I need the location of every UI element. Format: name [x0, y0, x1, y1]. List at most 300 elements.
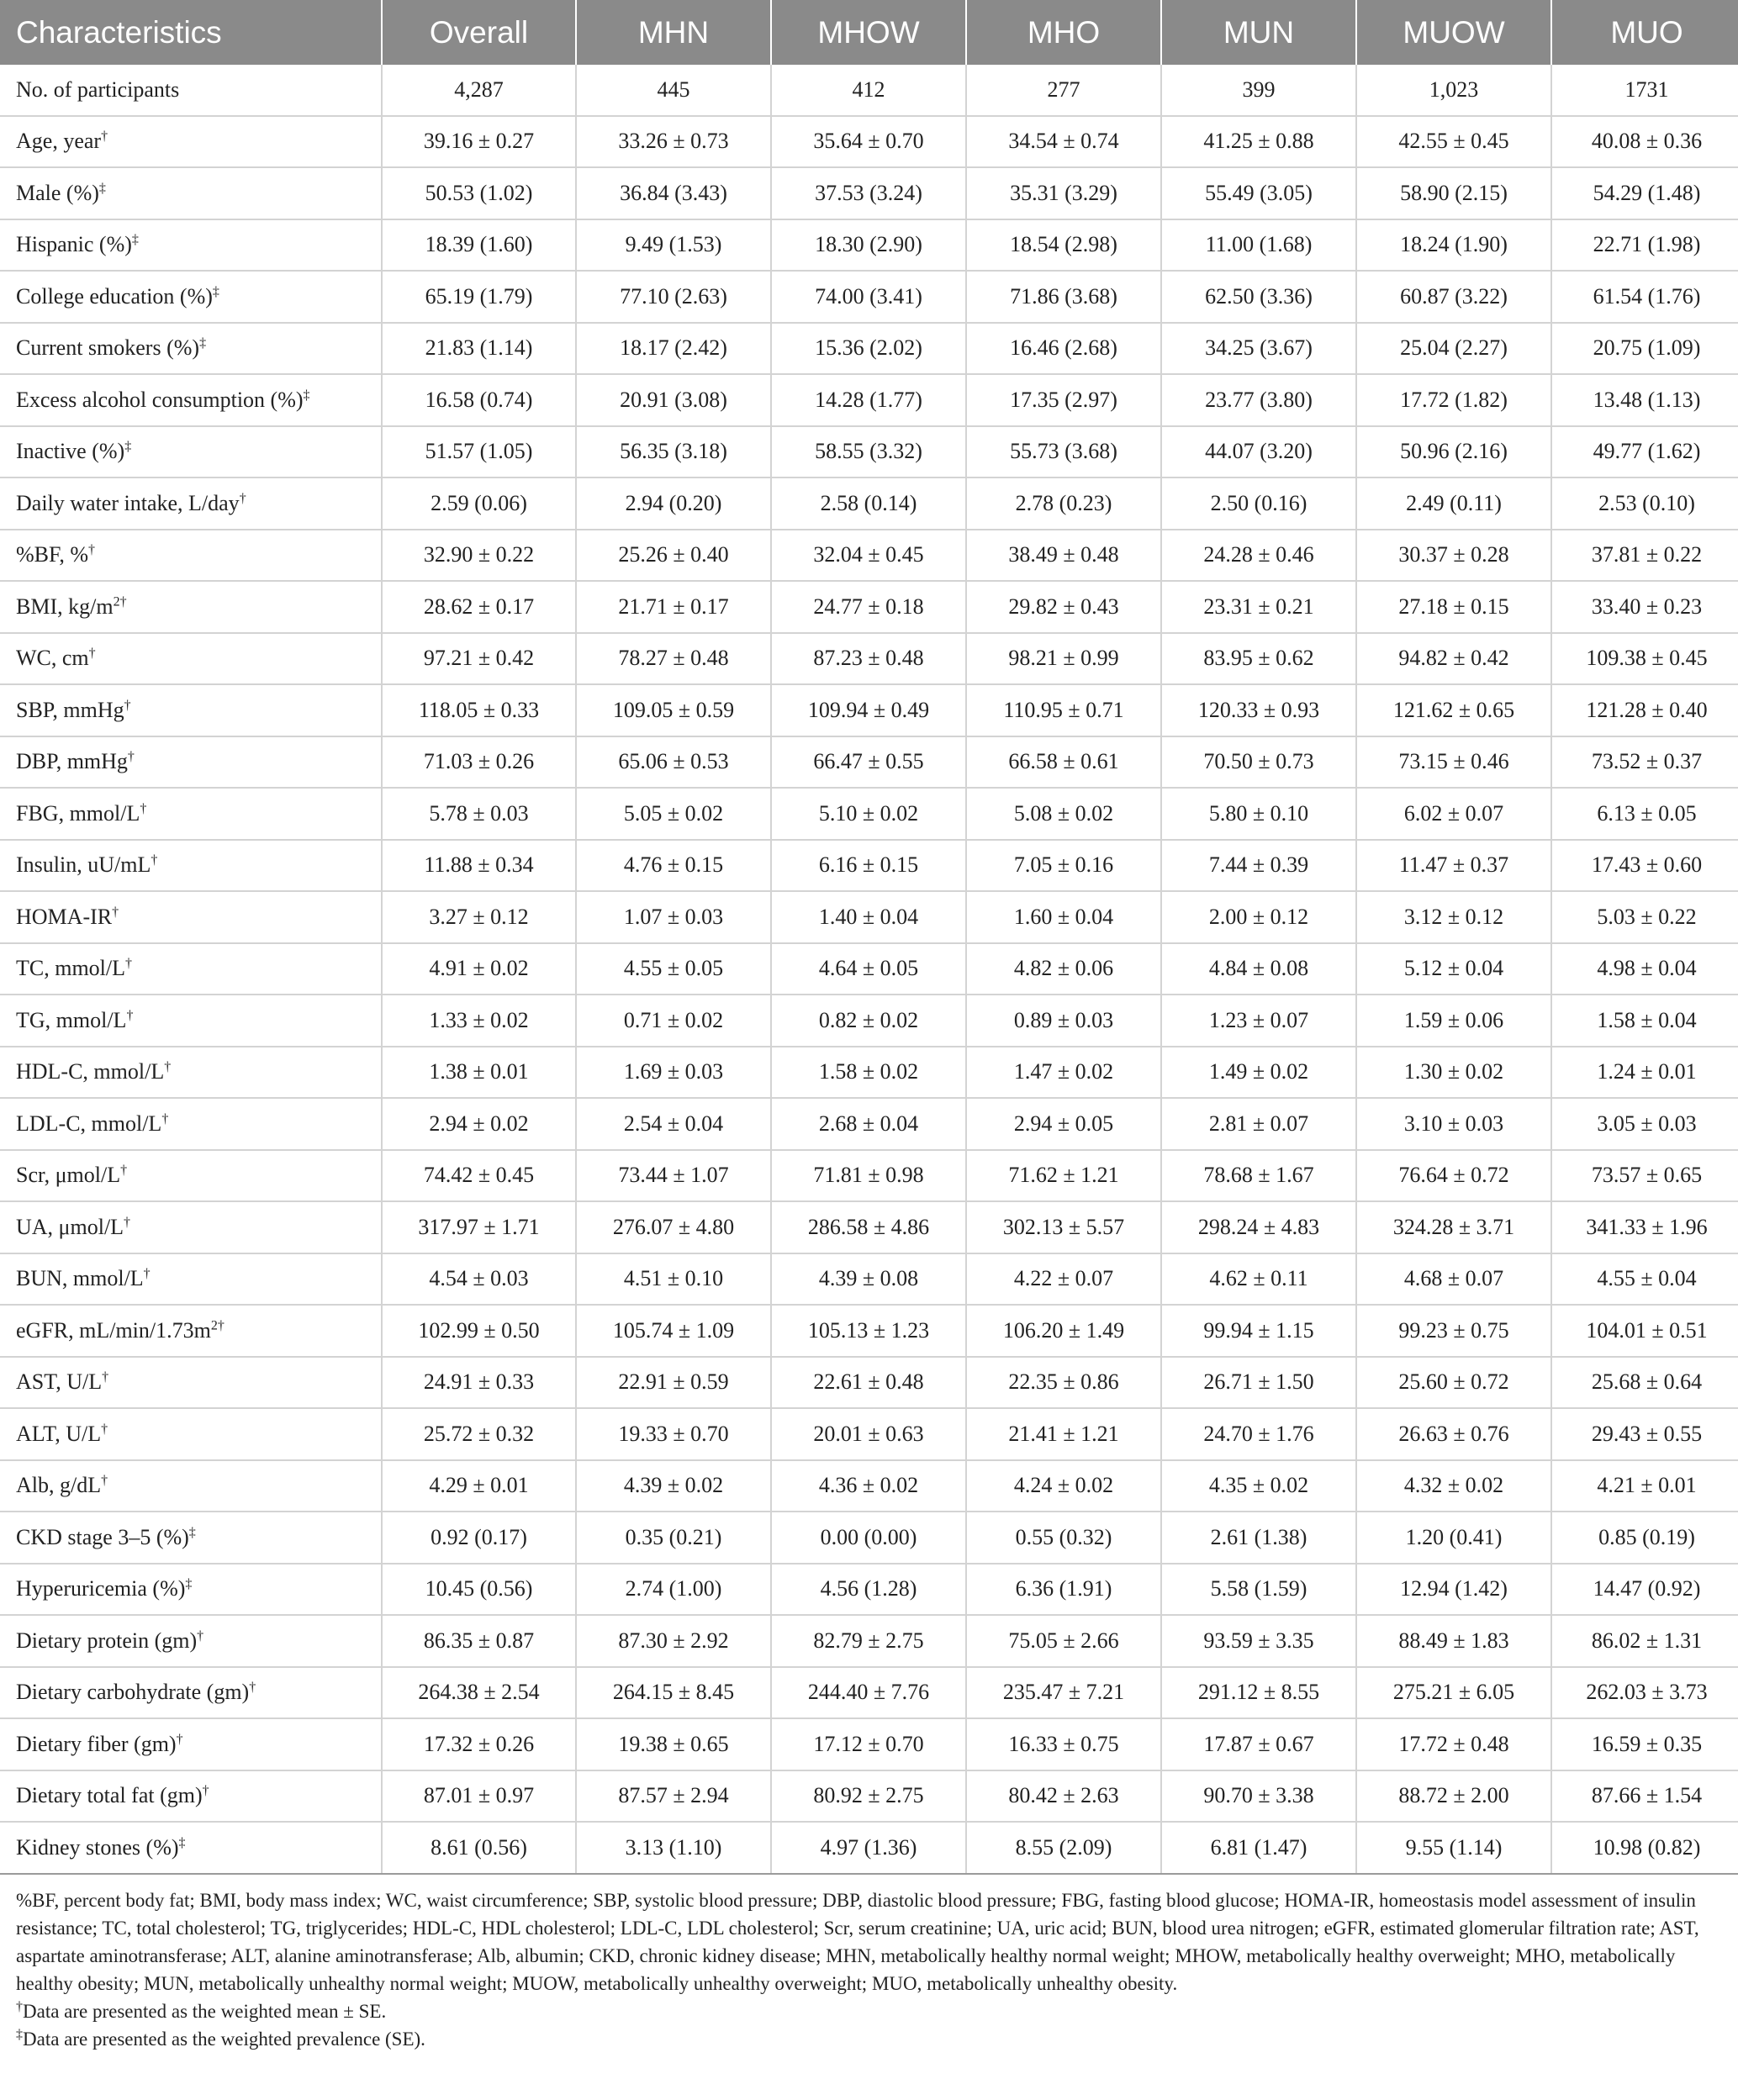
table-cell: 32.90 ± 0.22	[382, 530, 576, 582]
table-cell: 0.82 ± 0.02	[771, 995, 966, 1047]
header-mho: MHO	[966, 0, 1161, 65]
double-dagger-symbol: ‡	[16, 2026, 23, 2041]
table-cell: 4.21 ± 0.01	[1551, 1460, 1738, 1512]
row-label-text: HDL-C, mmol/L	[16, 1059, 165, 1084]
row-label-text: WC, cm	[16, 646, 89, 671]
table-cell: 4.51 ± 0.10	[576, 1253, 771, 1306]
row-label-footnote-marker: †	[197, 1628, 204, 1644]
table-cell: 86.02 ± 1.31	[1551, 1615, 1738, 1667]
table-cell: 88.72 ± 2.00	[1356, 1770, 1551, 1823]
header-muow: MUOW	[1356, 0, 1551, 65]
table-cell: 4.68 ± 0.07	[1356, 1253, 1551, 1306]
table-cell: 2.94 ± 0.05	[966, 1098, 1161, 1150]
table-cell: 4.62 ± 0.11	[1161, 1253, 1356, 1306]
table-cell: 1.58 ± 0.02	[771, 1047, 966, 1099]
table-cell: 1.69 ± 0.03	[576, 1047, 771, 1099]
table-cell: 286.58 ± 4.86	[771, 1201, 966, 1253]
table-cell: 109.94 ± 0.49	[771, 684, 966, 736]
table-cell: 8.55 (2.09)	[966, 1822, 1161, 1874]
table-cell: 16.58 (0.74)	[382, 374, 576, 426]
table-cell: 9.55 (1.14)	[1356, 1822, 1551, 1874]
table-cell: 4.32 ± 0.02	[1356, 1460, 1551, 1512]
table-cell: 5.12 ± 0.04	[1356, 943, 1551, 995]
row-label-text: BUN, mmol/L	[16, 1266, 144, 1291]
table-cell: 264.38 ± 2.54	[382, 1667, 576, 1719]
table-cell: 90.70 ± 3.38	[1161, 1770, 1356, 1823]
table-cell: 1.20 (0.41)	[1356, 1512, 1551, 1564]
row-label	[0, 1718, 382, 1770]
row-label-footnote-marker: 2†	[210, 1318, 225, 1333]
table-row	[0, 1770, 1738, 1823]
table-cell: 4.91 ± 0.02	[382, 943, 576, 995]
row-label	[0, 736, 382, 789]
double-dagger-note-text: Data are presented as the weighted prevalence (SE).	[23, 2028, 425, 2050]
table-cell: 11.47 ± 0.37	[1356, 840, 1551, 892]
row-label-footnote-marker: †	[140, 801, 147, 816]
table-row	[0, 65, 1738, 116]
table-cell: 9.49 (1.53)	[576, 219, 771, 272]
table-cell: 3.13 (1.10)	[576, 1822, 771, 1874]
row-label	[0, 788, 382, 840]
table-cell: 6.02 ± 0.07	[1356, 788, 1551, 840]
table-cell: 16.59 ± 0.35	[1551, 1718, 1738, 1770]
table-cell: 3.27 ± 0.12	[382, 891, 576, 943]
row-label	[0, 167, 382, 219]
table-row	[0, 684, 1738, 736]
table-cell: 121.28 ± 0.40	[1551, 684, 1738, 736]
table-cell: 19.33 ± 0.70	[576, 1408, 771, 1460]
abbreviations-note: %BF, percent body fat; BMI, body mass index; WC, waist circumference; SBP, systolic blood pressure; DBP, diastolic blood pressure; FBG, fasting blood glucose; HOMA-IR, homeostasis model assessment of insulin resistance; TC, total cholesterol; TG, triglycerides; HDL-C, HDL cholesterol; LDL-C, LDL cholesterol; Scr, serum creatinine; UA, uric acid; BUN, blood urea nitrogen; eGFR, estimated glomerular filtration rate; AST, aspartate aminotransferase; ALT, alanine aminotransferase; Alb, albumin; CKD, chronic kidney disease; MHN, metabolically healthy normal weight; MHOW, metabolically healthy overweight; MHO, metabolically healthy obesity; MUN, metabolically unhealthy normal weight; MUOW, metabolically unhealthy overweight; MUO, metabolically unhealthy obesity.	[16, 1889, 1699, 1994]
table-row	[0, 1822, 1738, 1874]
table-cell: 1.24 ± 0.01	[1551, 1047, 1738, 1099]
header-overall: Overall	[382, 0, 576, 65]
table-cell: 71.86 (3.68)	[966, 271, 1161, 323]
row-label	[0, 530, 382, 582]
table-cell: 42.55 ± 0.45	[1356, 116, 1551, 168]
table-row	[0, 840, 1738, 892]
table-row	[0, 116, 1738, 168]
table-cell: 78.27 ± 0.48	[576, 633, 771, 685]
table-cell: 4.22 ± 0.07	[966, 1253, 1161, 1306]
table-cell: 2.78 (0.23)	[966, 478, 1161, 530]
table-cell: 65.19 (1.79)	[382, 271, 576, 323]
table-cell: 22.91 ± 0.59	[576, 1357, 771, 1409]
table-cell: 25.60 ± 0.72	[1356, 1357, 1551, 1409]
row-label	[0, 1253, 382, 1306]
row-label-footnote-marker: ‡	[124, 439, 132, 454]
table-cell: 4.24 ± 0.02	[966, 1460, 1161, 1512]
row-label-footnote-marker: †	[127, 749, 135, 764]
table-cell: 18.39 (1.60)	[382, 219, 576, 272]
table-cell: 22.35 ± 0.86	[966, 1357, 1161, 1409]
row-label-text: Inactive (%)	[16, 439, 125, 464]
row-label	[0, 323, 382, 375]
table-cell: 25.68 ± 0.64	[1551, 1357, 1738, 1409]
row-label-footnote-marker: †	[164, 1059, 172, 1074]
row-label-text: CKD stage 3–5 (%)	[16, 1524, 189, 1549]
table-cell: 97.21 ± 0.42	[382, 633, 576, 685]
row-label	[0, 1305, 382, 1357]
row-label	[0, 840, 382, 892]
table-cell: 399	[1161, 65, 1356, 116]
table-cell: 102.99 ± 0.50	[382, 1305, 576, 1357]
table-cell: 5.08 ± 0.02	[966, 788, 1161, 840]
row-label-footnote-marker: ‡	[212, 284, 219, 299]
table-row	[0, 374, 1738, 426]
row-label	[0, 1667, 382, 1719]
row-label-footnote-marker: ‡	[131, 232, 139, 247]
table-cell: 1731	[1551, 65, 1738, 116]
table-cell: 55.73 (3.68)	[966, 426, 1161, 478]
table-cell: 10.45 (0.56)	[382, 1564, 576, 1616]
row-label	[0, 1564, 382, 1616]
table-cell: 87.23 ± 0.48	[771, 633, 966, 685]
table-row	[0, 891, 1738, 943]
row-label-text: Age, year	[16, 129, 102, 154]
table-cell: 87.30 ± 2.92	[576, 1615, 771, 1667]
table-footnotes	[0, 1875, 1738, 2053]
table-cell: 1.33 ± 0.02	[382, 995, 576, 1047]
table-cell: 120.33 ± 0.93	[1161, 684, 1356, 736]
row-label-footnote-marker: †	[124, 1215, 131, 1230]
table-cell: 324.28 ± 3.71	[1356, 1201, 1551, 1253]
table-cell: 73.52 ± 0.37	[1551, 736, 1738, 789]
table-cell: 6.13 ± 0.05	[1551, 788, 1738, 840]
table-cell: 99.94 ± 1.15	[1161, 1305, 1356, 1357]
row-label-footnote-marker: †	[101, 1422, 108, 1437]
table-cell: 58.90 (2.15)	[1356, 167, 1551, 219]
table-row	[0, 943, 1738, 995]
row-label-text: Daily water intake, L/day	[16, 490, 240, 515]
table-cell: 98.21 ± 0.99	[966, 633, 1161, 685]
table-cell: 61.54 (1.76)	[1551, 271, 1738, 323]
row-label-footnote-marker: ‡	[185, 1576, 193, 1591]
table-cell: 4.36 ± 0.02	[771, 1460, 966, 1512]
table-cell: 1.40 ± 0.04	[771, 891, 966, 943]
table-cell: 12.94 (1.42)	[1356, 1564, 1551, 1616]
row-label-text: Dietary total fat (gm)	[16, 1783, 203, 1808]
table-header-row	[0, 0, 1738, 65]
row-label-text: eGFR, mL/min/1.73m	[16, 1317, 211, 1343]
table-cell: 1.49 ± 0.02	[1161, 1047, 1356, 1099]
table-row	[0, 478, 1738, 530]
table-cell: 23.77 (3.80)	[1161, 374, 1356, 426]
table-cell: 27.18 ± 0.15	[1356, 581, 1551, 633]
table-cell: 4.35 ± 0.02	[1161, 1460, 1356, 1512]
table-cell: 24.70 ± 1.76	[1161, 1408, 1356, 1460]
table-cell: 19.38 ± 0.65	[576, 1718, 771, 1770]
table-cell: 33.26 ± 0.73	[576, 116, 771, 168]
row-label-footnote-marker: ‡	[98, 181, 106, 196]
table-cell: 445	[576, 65, 771, 116]
row-label	[0, 65, 382, 116]
table-cell: 1.30 ± 0.02	[1356, 1047, 1551, 1099]
table-cell: 2.74 (1.00)	[576, 1564, 771, 1616]
table-cell: 17.35 (2.97)	[966, 374, 1161, 426]
table-cell: 50.53 (1.02)	[382, 167, 576, 219]
table-cell: 38.49 ± 0.48	[966, 530, 1161, 582]
dagger-note-text: Data are presented as the weighted mean ± SE.	[23, 2000, 387, 2022]
table-cell: 87.01 ± 0.97	[382, 1770, 576, 1823]
table-cell: 0.92 (0.17)	[382, 1512, 576, 1564]
table-cell: 17.72 ± 0.48	[1356, 1718, 1551, 1770]
row-label-text: Current smokers (%)	[16, 335, 200, 361]
table-row	[0, 1564, 1738, 1616]
table-cell: 8.61 (0.56)	[382, 1822, 576, 1874]
table-row	[0, 1305, 1738, 1357]
row-label-text: College education (%)	[16, 283, 213, 309]
table-cell: 1.47 ± 0.02	[966, 1047, 1161, 1099]
table-cell: 276.07 ± 4.80	[576, 1201, 771, 1253]
row-label-footnote-marker: †	[124, 698, 131, 713]
table-cell: 34.54 ± 0.74	[966, 116, 1161, 168]
table-cell: 5.03 ± 0.22	[1551, 891, 1738, 943]
table-cell: 3.10 ± 0.03	[1356, 1098, 1551, 1150]
row-label	[0, 891, 382, 943]
table-cell: 39.16 ± 0.27	[382, 116, 576, 168]
table-cell: 66.47 ± 0.55	[771, 736, 966, 789]
table-cell: 1,023	[1356, 65, 1551, 116]
table-row	[0, 1253, 1738, 1306]
table-cell: 2.68 ± 0.04	[771, 1098, 966, 1150]
table-cell: 0.85 (0.19)	[1551, 1512, 1738, 1564]
row-label-text: Hyperuricemia (%)	[16, 1576, 186, 1601]
row-label-text: FBG, mmol/L	[16, 800, 140, 826]
table-cell: 26.71 ± 1.50	[1161, 1357, 1356, 1409]
row-label	[0, 633, 382, 685]
table-cell: 34.25 (3.67)	[1161, 323, 1356, 375]
table-cell: 4.39 ± 0.02	[576, 1460, 771, 1512]
row-label-footnote-marker: †	[88, 646, 96, 661]
header-mun: MUN	[1161, 0, 1356, 65]
row-label-footnote-marker: †	[126, 1008, 134, 1023]
row-label	[0, 943, 382, 995]
table-cell: 109.05 ± 0.59	[576, 684, 771, 736]
table-cell: 32.04 ± 0.45	[771, 530, 966, 582]
row-label	[0, 219, 382, 272]
row-label-footnote-marker: †	[88, 542, 96, 557]
row-label-footnote-marker: †	[102, 1369, 109, 1385]
table-cell: 6.36 (1.91)	[966, 1564, 1161, 1616]
table-cell: 10.98 (0.82)	[1551, 1822, 1738, 1874]
table-cell: 17.43 ± 0.60	[1551, 840, 1738, 892]
row-label	[0, 478, 382, 530]
table-cell: 24.28 ± 0.46	[1161, 530, 1356, 582]
table-cell: 4.84 ± 0.08	[1161, 943, 1356, 995]
table-cell: 80.92 ± 2.75	[771, 1770, 966, 1823]
row-label-footnote-marker: †	[151, 852, 158, 868]
table-cell: 29.43 ± 0.55	[1551, 1408, 1738, 1460]
table-cell: 18.17 (2.42)	[576, 323, 771, 375]
table-cell: 105.74 ± 1.09	[576, 1305, 771, 1357]
table-cell: 2.59 (0.06)	[382, 478, 576, 530]
row-label-text: Dietary fiber (gm)	[16, 1731, 177, 1756]
table-cell: 2.81 ± 0.07	[1161, 1098, 1356, 1150]
table-cell: 2.94 (0.20)	[576, 478, 771, 530]
row-label-footnote-marker: †	[143, 1266, 151, 1281]
table-cell: 25.72 ± 0.32	[382, 1408, 576, 1460]
row-label	[0, 1822, 382, 1874]
table-cell: 2.53 (0.10)	[1551, 478, 1738, 530]
table-cell: 275.21 ± 6.05	[1356, 1667, 1551, 1719]
table-cell: 21.41 ± 1.21	[966, 1408, 1161, 1460]
table-cell: 7.05 ± 0.16	[966, 840, 1161, 892]
row-label-footnote-marker: 2†	[113, 594, 127, 609]
row-label-footnote-marker: †	[101, 129, 108, 144]
table-row	[0, 1408, 1738, 1460]
table-cell: 4.55 ± 0.04	[1551, 1253, 1738, 1306]
table-cell: 291.12 ± 8.55	[1161, 1667, 1356, 1719]
row-label	[0, 1408, 382, 1460]
table-cell: 20.01 ± 0.63	[771, 1408, 966, 1460]
table-row	[0, 633, 1738, 685]
row-label	[0, 271, 382, 323]
row-label-footnote-marker: †	[125, 956, 132, 971]
row-label-text: UA, μmol/L	[16, 1214, 124, 1239]
table-cell: 262.03 ± 3.73	[1551, 1667, 1738, 1719]
table-cell: 62.50 (3.36)	[1161, 271, 1356, 323]
table-row	[0, 219, 1738, 272]
table-cell: 58.55 (3.32)	[771, 426, 966, 478]
table-cell: 18.24 (1.90)	[1356, 219, 1551, 272]
table-cell: 18.30 (2.90)	[771, 219, 966, 272]
table-cell: 30.37 ± 0.28	[1356, 530, 1551, 582]
row-label-text: LDL-C, mmol/L	[16, 1111, 162, 1136]
row-label-text: Insulin, uU/mL	[16, 852, 151, 878]
row-label-footnote-marker: †	[112, 905, 119, 920]
table-cell: 105.13 ± 1.23	[771, 1305, 966, 1357]
table-row	[0, 581, 1738, 633]
table-cell: 4.98 ± 0.04	[1551, 943, 1738, 995]
table-cell: 36.84 (3.43)	[576, 167, 771, 219]
table-cell: 110.95 ± 0.71	[966, 684, 1161, 736]
row-label-footnote-marker: †	[249, 1680, 256, 1695]
row-label-footnote-marker: †	[161, 1111, 169, 1127]
table-cell: 106.20 ± 1.49	[966, 1305, 1161, 1357]
table-cell: 78.68 ± 1.67	[1161, 1150, 1356, 1202]
row-label-text: Hispanic (%)	[16, 232, 132, 257]
table-cell: 33.40 ± 0.23	[1551, 581, 1738, 633]
table-cell: 70.50 ± 0.73	[1161, 736, 1356, 789]
table-cell: 44.07 (3.20)	[1161, 426, 1356, 478]
dagger-symbol: †	[16, 1998, 23, 2013]
table-cell: 7.44 ± 0.39	[1161, 840, 1356, 892]
table-cell: 35.31 (3.29)	[966, 167, 1161, 219]
row-label-text: SBP, mmHg	[16, 697, 124, 722]
table-cell: 244.40 ± 7.76	[771, 1667, 966, 1719]
table-cell: 22.71 (1.98)	[1551, 219, 1738, 272]
row-label	[0, 116, 382, 168]
table-cell: 71.03 ± 0.26	[382, 736, 576, 789]
table-cell: 71.62 ± 1.21	[966, 1150, 1161, 1202]
header-characteristics: Characteristics	[0, 0, 382, 65]
header-muo: MUO	[1551, 0, 1738, 65]
table-cell: 65.06 ± 0.53	[576, 736, 771, 789]
table-cell: 20.75 (1.09)	[1551, 323, 1738, 375]
table-cell: 2.50 (0.16)	[1161, 478, 1356, 530]
table-cell: 26.63 ± 0.76	[1356, 1408, 1551, 1460]
row-label	[0, 1098, 382, 1150]
row-label-footnote-marker: †	[120, 1163, 128, 1178]
row-label	[0, 1047, 382, 1099]
table-cell: 298.24 ± 4.83	[1161, 1201, 1356, 1253]
table-cell: 14.47 (0.92)	[1551, 1564, 1738, 1616]
row-label	[0, 1150, 382, 1202]
table-cell: 4.29 ± 0.01	[382, 1460, 576, 1512]
table-row	[0, 1460, 1738, 1512]
row-label-text: HOMA-IR	[16, 904, 113, 929]
table-cell: 14.28 (1.77)	[771, 374, 966, 426]
table-cell: 0.89 ± 0.03	[966, 995, 1161, 1047]
table-cell: 2.61 (1.38)	[1161, 1512, 1356, 1564]
table-cell: 17.32 ± 0.26	[382, 1718, 576, 1770]
table-cell: 277	[966, 65, 1161, 116]
table-cell: 35.64 ± 0.70	[771, 116, 966, 168]
table-cell: 317.97 ± 1.71	[382, 1201, 576, 1253]
table-cell: 16.46 (2.68)	[966, 323, 1161, 375]
table-cell: 51.57 (1.05)	[382, 426, 576, 478]
row-label-text: Dietary protein (gm)	[16, 1628, 198, 1653]
row-label	[0, 684, 382, 736]
dagger-note	[16, 1997, 1722, 2025]
table-cell: 24.77 ± 0.18	[771, 581, 966, 633]
table-row	[0, 995, 1738, 1047]
row-label-footnote-marker: ‡	[188, 1525, 196, 1540]
table-cell: 4.64 ± 0.05	[771, 943, 966, 995]
table-cell: 74.42 ± 0.45	[382, 1150, 576, 1202]
table-cell: 5.80 ± 0.10	[1161, 788, 1356, 840]
row-label-text: Excess alcohol consumption (%)	[16, 387, 304, 412]
table-cell: 2.58 (0.14)	[771, 478, 966, 530]
table-row	[0, 167, 1738, 219]
row-label-footnote-marker: †	[202, 1783, 209, 1798]
row-label-footnote-marker: ‡	[199, 335, 207, 351]
table-cell: 75.05 ± 2.66	[966, 1615, 1161, 1667]
row-label-text: BMI, kg/m	[16, 594, 114, 619]
table-cell: 109.38 ± 0.45	[1551, 633, 1738, 685]
table-cell: 74.00 (3.41)	[771, 271, 966, 323]
table-cell: 1.23 ± 0.07	[1161, 995, 1356, 1047]
table-row	[0, 1150, 1738, 1202]
row-label	[0, 374, 382, 426]
table-cell: 73.57 ± 0.65	[1551, 1150, 1738, 1202]
table-cell: 93.59 ± 3.35	[1161, 1615, 1356, 1667]
table-cell: 71.81 ± 0.98	[771, 1150, 966, 1202]
table-cell: 82.79 ± 2.75	[771, 1615, 966, 1667]
table-row	[0, 1047, 1738, 1099]
table-cell: 4.97 (1.36)	[771, 1822, 966, 1874]
table-cell: 341.33 ± 1.96	[1551, 1201, 1738, 1253]
table-cell: 86.35 ± 0.87	[382, 1615, 576, 1667]
row-label-text: No. of participants	[16, 77, 180, 102]
table-cell: 4.82 ± 0.06	[966, 943, 1161, 995]
table-row	[0, 1615, 1738, 1667]
row-label-text: AST, U/L	[16, 1369, 103, 1395]
table-cell: 1.59 ± 0.06	[1356, 995, 1551, 1047]
row-label-text: TC, mmol/L	[16, 956, 125, 981]
table-cell: 16.33 ± 0.75	[966, 1718, 1161, 1770]
row-label	[0, 1512, 382, 1564]
table-row	[0, 530, 1738, 582]
row-label-text: TG, mmol/L	[16, 1007, 127, 1032]
table-cell: 6.16 ± 0.15	[771, 840, 966, 892]
row-label-text: Dietary carbohydrate (gm)	[16, 1680, 250, 1705]
table-row	[0, 426, 1738, 478]
table-cell: 11.00 (1.68)	[1161, 219, 1356, 272]
table-cell: 11.88 ± 0.34	[382, 840, 576, 892]
row-label-footnote-marker: ‡	[303, 388, 310, 403]
table-cell: 77.10 (2.63)	[576, 271, 771, 323]
